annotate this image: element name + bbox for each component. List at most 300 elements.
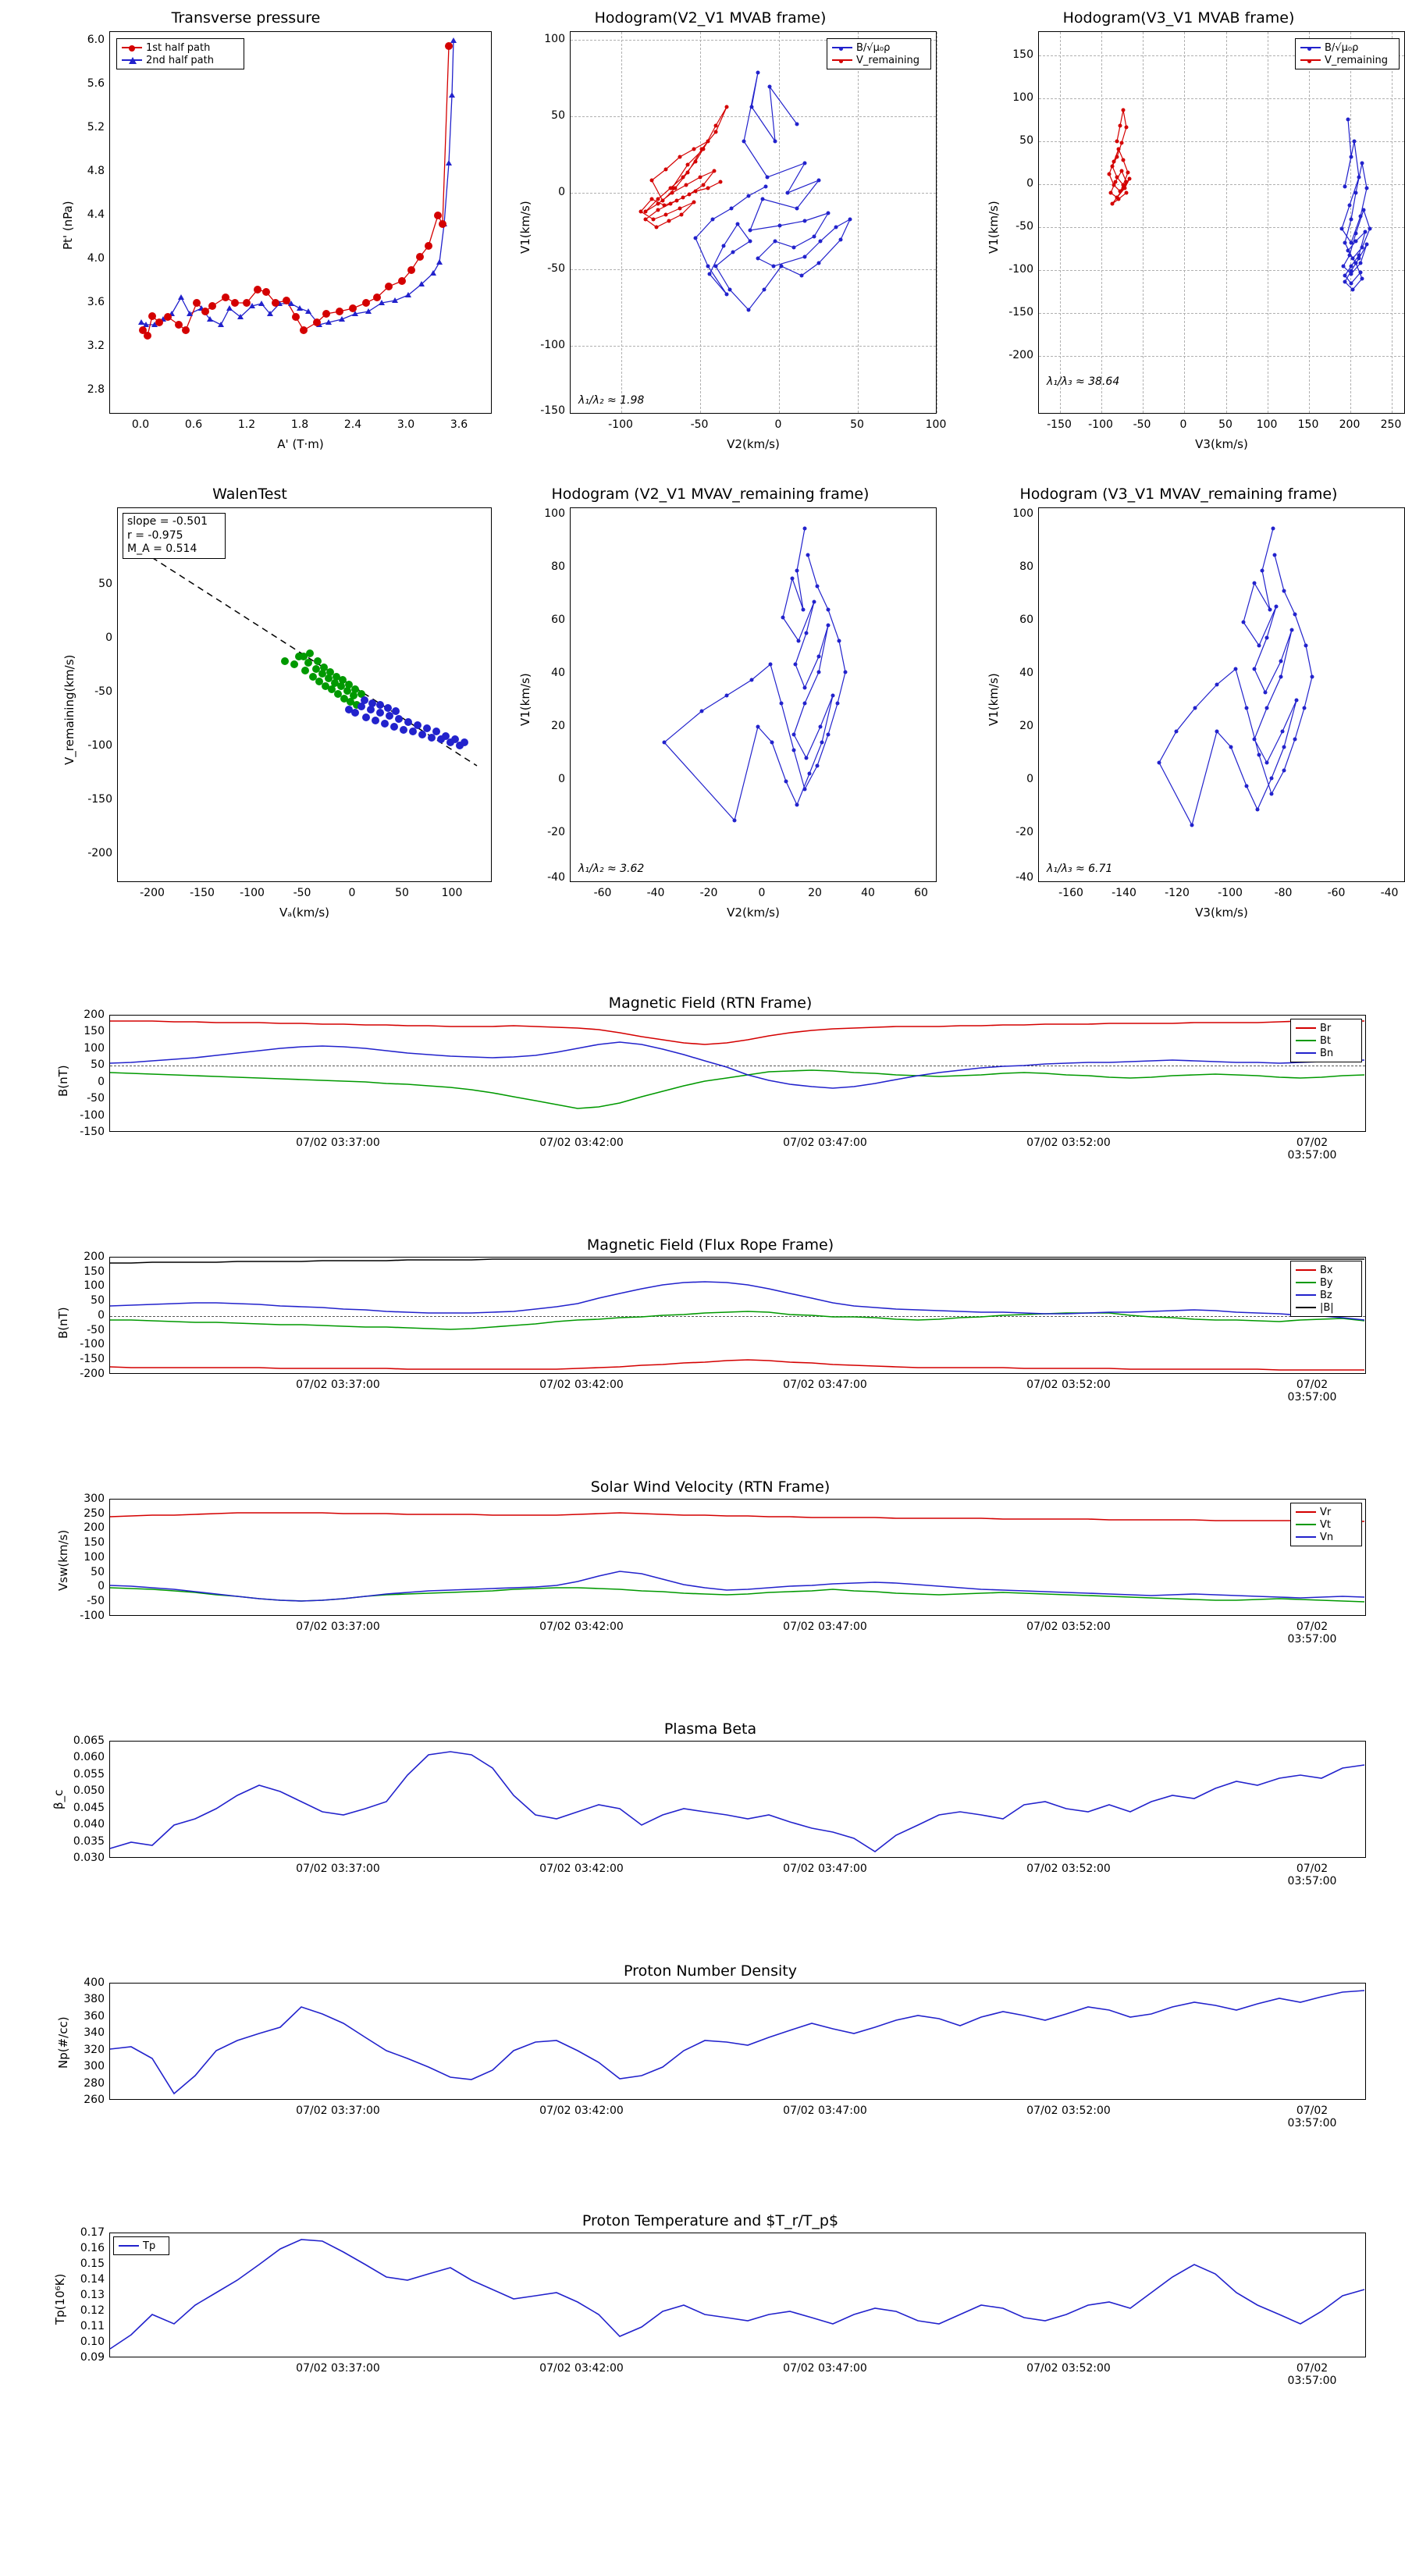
y-tick: 80	[1019, 560, 1033, 573]
y-tick: 0.040	[73, 1818, 105, 1831]
legend-swatch-tp	[119, 2245, 139, 2247]
y-tick: 60	[551, 614, 565, 626]
x-tick: 250	[1380, 418, 1402, 431]
legend-swatch-bn	[1296, 1052, 1316, 1054]
proton-temperature-series	[110, 2233, 1367, 2358]
y-tick: 0	[105, 632, 112, 644]
y-tick: 0	[558, 773, 565, 785]
x-tick: 0.0	[131, 418, 150, 431]
x-tick: -100	[1218, 887, 1243, 899]
plot-area	[109, 1741, 1366, 1858]
y-tick: 400	[84, 1976, 105, 1989]
legend-swatch-bz	[1296, 1294, 1316, 1296]
legend-swatch-bmag	[1296, 1307, 1316, 1308]
plasma-beta-series	[110, 1742, 1367, 1859]
time-tick: 07/02 03:52:00	[1026, 2105, 1111, 2117]
x-tick: -150	[1047, 418, 1072, 431]
legend-label: Bt	[1320, 1034, 1332, 1047]
y-tick: 320	[84, 2044, 105, 2056]
y-tick: 200	[84, 1009, 105, 1021]
y-tick: 0.045	[73, 1802, 105, 1814]
x-tick: 3.0	[397, 418, 415, 431]
walen-slope: slope = -0.501	[127, 515, 208, 528]
legend-label: By	[1320, 1276, 1333, 1289]
panel-hodogram-v2v1-mvav	[507, 486, 928, 920]
plot-area	[570, 507, 937, 882]
y-tick: 250	[84, 1507, 105, 1520]
hodogram-v2v1-mvav-series	[571, 508, 937, 883]
legend-swatch-vr	[1296, 1511, 1316, 1513]
x-tick: 100	[925, 418, 947, 431]
legend	[1295, 38, 1400, 69]
hodogram-v2v1-mvab-series	[571, 32, 937, 415]
x-tick: 0	[1179, 418, 1187, 431]
panel-title: Proton Number Density	[624, 1962, 797, 1980]
y-tick: -100	[540, 339, 565, 351]
legend-entry	[1296, 1289, 1357, 1301]
legend-label: 2nd half path	[146, 54, 214, 66]
y-axis-label: Tp(10⁶K)	[53, 2273, 67, 2325]
plot-area	[109, 1499, 1366, 1616]
legend-swatch-vn	[1296, 1536, 1316, 1538]
x-tick: 100	[1256, 418, 1278, 431]
y-tick: -200	[87, 847, 112, 859]
legend-entry	[1296, 1506, 1357, 1518]
time-tick: 07/02 03:57:00	[1287, 1379, 1337, 1404]
panel-plasma-beta	[47, 1720, 1374, 1888]
y-tick: -200	[80, 1368, 105, 1380]
y-tick: 5.2	[87, 121, 105, 133]
legend-swatch-bt	[1296, 1040, 1316, 1041]
y-tick: 150	[1012, 48, 1033, 61]
legend-entry	[1296, 1034, 1357, 1047]
x-tick: -40	[646, 887, 665, 899]
y-tick: -20	[547, 826, 565, 838]
plot-area	[1038, 31, 1405, 414]
magnetic-field-flux-rope-series	[110, 1258, 1367, 1375]
panel-title: Plasma Beta	[663, 1720, 757, 1738]
y-axis-label: V1(km/s)	[518, 673, 532, 726]
panel-magnetic-field-flux-rope	[47, 1236, 1374, 1404]
y-axis-label: V_remaining(km/s)	[62, 654, 76, 765]
time-tick: 07/02 03:57:00	[1287, 1137, 1337, 1162]
y-tick: -100	[80, 1109, 105, 1122]
y-tick: 150	[84, 1025, 105, 1037]
legend-label: V_remaining	[856, 54, 920, 66]
y-axis-label: Vsw(km/s)	[56, 1529, 70, 1591]
series-Br	[110, 1021, 1364, 1044]
x-tick: 20	[808, 887, 822, 899]
panel-proton-temperature	[47, 2212, 1374, 2387]
series-Bz	[110, 1282, 1364, 1320]
time-tick: 07/02 03:52:00	[1026, 1379, 1111, 1391]
x-tick: -60	[593, 887, 612, 899]
y-tick: 0.10	[80, 2336, 105, 2348]
y-tick: 80	[551, 560, 565, 573]
y-tick: 200	[84, 1521, 105, 1534]
plot-area	[109, 31, 492, 414]
y-tick: 0	[98, 1076, 105, 1088]
series-Tp	[110, 2240, 1364, 2349]
panel-title: Proton Temperature and $T_r/T_p$	[582, 2212, 839, 2229]
panel-title: Hodogram (V3_V1 MVAV_remaining frame)	[1019, 486, 1338, 503]
legend-label: 1st half path	[146, 41, 211, 54]
time-tick: 07/02 03:47:00	[783, 2362, 867, 2375]
legend-entry	[1296, 1022, 1357, 1034]
y-tick: 360	[84, 2010, 105, 2023]
eigenvalue-ratio-annotation: λ₁/λ₂ ≈ 3.62	[578, 863, 645, 875]
panel-hodogram-v3v1-mvab	[976, 9, 1402, 451]
y-tick: 4.4	[87, 208, 105, 221]
y-tick: 100	[84, 1279, 105, 1292]
panel-hodogram-v2v1-mvab	[507, 9, 947, 451]
panel-title: WalenTest	[212, 486, 287, 503]
x-tick: 40	[861, 887, 875, 899]
y-tick: -20	[1016, 826, 1033, 838]
y-tick: 40	[1019, 667, 1033, 679]
y-tick: -50	[94, 685, 112, 698]
plot-area	[109, 1015, 1366, 1132]
plot-area	[109, 1257, 1366, 1374]
x-tick: 1.2	[237, 418, 256, 431]
legend-entry	[1296, 1047, 1357, 1059]
y-tick: -50	[87, 1324, 105, 1336]
y-axis-label: Pt' (nPa)	[61, 201, 75, 250]
y-tick: 0.030	[73, 1852, 105, 1864]
y-axis-label: B(nT)	[56, 1065, 70, 1097]
legend-entry	[1300, 41, 1394, 54]
y-tick: -40	[547, 871, 565, 884]
plot-area	[1038, 507, 1405, 882]
legend	[116, 38, 244, 69]
y-tick: -150	[80, 1353, 105, 1365]
time-tick: 07/02 03:57:00	[1287, 2362, 1337, 2387]
time-tick: 07/02 03:52:00	[1026, 1621, 1111, 1633]
legend-label: Vt	[1320, 1518, 1331, 1531]
y-tick: 3.6	[87, 296, 105, 308]
y-tick: -150	[540, 404, 565, 417]
time-tick: 07/02 03:37:00	[296, 2362, 380, 2375]
y-tick: 0.14	[80, 2273, 105, 2286]
y-tick: 0	[1026, 773, 1033, 785]
walen-alfven-mach: M_A = 0.514	[127, 543, 197, 555]
series-Vr	[110, 1513, 1364, 1521]
panel-title: Solar Wind Velocity (RTN Frame)	[590, 1478, 831, 1496]
time-tick: 07/02 03:37:00	[296, 1863, 380, 1875]
time-tick: 07/02 03:57:00	[1287, 2105, 1337, 2129]
time-tick: 07/02 03:47:00	[783, 1379, 867, 1391]
legend-swatch-blue	[122, 59, 142, 61]
y-tick: 50	[98, 578, 112, 590]
y-tick: -50	[87, 1092, 105, 1105]
x-tick: 3.6	[450, 418, 468, 431]
legend-label: Vn	[1320, 1531, 1334, 1543]
panel-title: Hodogram(V3_V1 MVAB frame)	[1062, 9, 1295, 27]
x-tick: 60	[914, 887, 928, 899]
series-Np	[110, 1991, 1364, 2094]
y-tick: -100	[80, 1610, 105, 1622]
y-tick: -100	[80, 1338, 105, 1350]
y-tick: 0.050	[73, 1784, 105, 1797]
legend-swatch-bx	[1296, 1269, 1316, 1271]
y-tick: 100	[544, 507, 565, 520]
y-tick: 0.15	[80, 2258, 105, 2270]
y-tick: 280	[84, 2077, 105, 2090]
y-tick: 4.8	[87, 165, 105, 177]
y-tick: -40	[1016, 871, 1033, 884]
y-tick: 6.0	[87, 34, 105, 46]
series-Vn	[110, 1571, 1364, 1601]
time-tick: 07/02 03:42:00	[539, 1137, 624, 1149]
proton-density-series	[110, 1984, 1367, 2101]
y-tick: 20	[551, 720, 565, 732]
legend-entry	[119, 2240, 164, 2252]
walen-scatter	[118, 508, 493, 883]
x-tick: -100	[240, 887, 265, 899]
series-Bt	[110, 1070, 1364, 1108]
eigenvalue-ratio-annotation: λ₁/λ₃ ≈ 6.71	[1047, 863, 1113, 875]
legend-swatch-red	[122, 47, 142, 48]
y-tick: 20	[1019, 720, 1033, 732]
x-tick: -150	[190, 887, 215, 899]
legend-entry	[1296, 1301, 1357, 1314]
legend-entry	[1296, 1264, 1357, 1276]
legend-entry	[1296, 1518, 1357, 1531]
y-tick: 0.09	[80, 2351, 105, 2364]
legend-swatch-by	[1296, 1282, 1316, 1283]
time-tick: 07/02 03:42:00	[539, 1379, 624, 1391]
time-tick: 07/02 03:52:00	[1026, 1863, 1111, 1875]
panel-magnetic-field-rtn	[47, 994, 1374, 1162]
x-axis-label: Vₐ(km/s)	[279, 906, 329, 920]
y-tick: -150	[87, 793, 112, 806]
y-tick: 0	[98, 1580, 105, 1592]
x-tick: 50	[395, 887, 409, 899]
magnetic-field-rtn-series	[110, 1016, 1367, 1133]
x-tick: 2.4	[343, 418, 362, 431]
x-axis-label: V3(km/s)	[1195, 437, 1248, 451]
y-tick: 150	[84, 1265, 105, 1278]
y-tick: 60	[1019, 614, 1033, 626]
legend-swatch-blue	[832, 47, 852, 48]
plot-area	[570, 31, 937, 414]
y-tick: -100	[1008, 263, 1033, 276]
time-tick: 07/02 03:52:00	[1026, 1137, 1111, 1149]
legend-entry	[1296, 1276, 1357, 1289]
y-tick: 100	[1012, 507, 1033, 520]
legend-label: |B|	[1320, 1301, 1334, 1314]
x-tick: 100	[441, 887, 463, 899]
panel-title: Magnetic Field (RTN Frame)	[608, 994, 813, 1012]
y-axis-label: V1(km/s)	[987, 673, 1001, 726]
plot-area	[109, 2233, 1366, 2357]
series-By	[110, 1311, 1364, 1329]
y-tick: 50	[551, 109, 565, 122]
legend	[1290, 1019, 1362, 1062]
x-tick: -160	[1058, 887, 1083, 899]
series-Bx	[110, 1360, 1364, 1370]
legend-swatch-red	[832, 59, 852, 61]
y-tick: 2.8	[87, 383, 105, 396]
x-tick: 0	[348, 887, 356, 899]
time-tick: 07/02 03:42:00	[539, 1621, 624, 1633]
legend-entry	[1296, 1531, 1357, 1543]
y-tick: 380	[84, 1993, 105, 2005]
legend-label: Vr	[1320, 1506, 1332, 1518]
x-tick: 0	[774, 418, 782, 431]
y-tick: 0	[558, 186, 565, 198]
y-tick: 0.12	[80, 2304, 105, 2317]
y-tick: 4.0	[87, 252, 105, 265]
legend-label: Tp	[143, 2240, 156, 2252]
x-tick: -40	[1380, 887, 1399, 899]
panel-walen-test	[47, 486, 463, 920]
x-tick: 150	[1297, 418, 1319, 431]
time-tick: 07/02 03:57:00	[1287, 1621, 1337, 1646]
time-tick: 07/02 03:47:00	[783, 1621, 867, 1633]
y-tick: 100	[84, 1551, 105, 1564]
y-tick: 50	[91, 1059, 105, 1071]
legend-swatch-vt	[1296, 1524, 1316, 1525]
x-tick: -50	[293, 887, 311, 899]
panel-hodogram-v3v1-mvav	[976, 486, 1399, 920]
x-tick: -80	[1274, 887, 1293, 899]
y-tick: 0.055	[73, 1768, 105, 1781]
legend-label: B/√μ₀ρ	[856, 41, 891, 54]
y-tick: 100	[544, 33, 565, 45]
legend-label: Bz	[1320, 1289, 1332, 1301]
y-tick: 0.035	[73, 1835, 105, 1848]
x-tick: -100	[608, 418, 633, 431]
x-axis-label: V2(km/s)	[727, 906, 780, 920]
x-tick: -60	[1327, 887, 1346, 899]
y-axis-label: Np(#/cc)	[56, 2016, 70, 2069]
walen-correlation: r = -0.975	[127, 528, 183, 542]
time-tick: 07/02 03:42:00	[539, 2362, 624, 2375]
eigenvalue-ratio-annotation: λ₁/λ₂ ≈ 1.98	[578, 394, 645, 407]
y-tick: 340	[84, 2026, 105, 2039]
x-tick: 1.8	[290, 418, 309, 431]
x-axis-label: V2(km/s)	[727, 437, 780, 451]
panel-title: Magnetic Field (Flux Rope Frame)	[586, 1236, 834, 1254]
time-tick: 07/02 03:37:00	[296, 2105, 380, 2117]
y-tick: 0.13	[80, 2289, 105, 2301]
legend-label: V_remaining	[1325, 54, 1389, 66]
legend-swatch-red	[1300, 59, 1321, 61]
y-tick: 100	[84, 1042, 105, 1055]
x-tick: -20	[699, 887, 718, 899]
legend-entry	[122, 41, 239, 54]
plot-area	[117, 507, 492, 882]
series-Bn	[110, 1042, 1364, 1088]
time-tick: 07/02 03:57:00	[1287, 1863, 1337, 1888]
time-tick: 07/02 03:52:00	[1026, 2362, 1111, 2375]
hodogram-v3v1-mvab-series	[1039, 32, 1405, 415]
y-tick: 300	[84, 1493, 105, 1505]
y-tick: 200	[84, 1251, 105, 1263]
legend-entry	[1300, 54, 1394, 66]
legend-label: Br	[1320, 1022, 1332, 1034]
panel-transverse-pressure	[47, 9, 468, 451]
x-tick: -50	[690, 418, 709, 431]
y-tick: -50	[87, 1595, 105, 1607]
y-tick: 50	[91, 1294, 105, 1307]
x-tick: 50	[850, 418, 864, 431]
legend-swatch-blue	[1300, 47, 1321, 48]
x-axis-label: V3(km/s)	[1195, 906, 1248, 920]
legend-entry	[832, 54, 926, 66]
y-axis-label: B(nT)	[56, 1307, 70, 1339]
y-tick: 0.11	[80, 2320, 105, 2332]
y-tick: 100	[1012, 91, 1033, 104]
y-tick: -150	[1008, 306, 1033, 318]
x-axis-label: A' (T·m)	[277, 437, 324, 451]
panel-proton-number-density	[47, 1962, 1374, 2129]
legend	[827, 38, 931, 69]
y-tick: -50	[547, 262, 565, 275]
x-tick: 200	[1339, 418, 1361, 431]
time-tick: 07/02 03:47:00	[783, 1137, 867, 1149]
series-Bmag	[110, 1259, 1364, 1263]
y-tick: -100	[87, 739, 112, 752]
eigenvalue-ratio-annotation: λ₁/λ₃ ≈ 38.64	[1047, 375, 1120, 388]
x-tick: -50	[1133, 418, 1151, 431]
y-tick: 0.16	[80, 2242, 105, 2254]
time-tick: 07/02 03:37:00	[296, 1621, 380, 1633]
x-tick: 0	[758, 887, 766, 899]
y-axis-label: V1(km/s)	[518, 201, 532, 254]
series-beta	[110, 1752, 1364, 1852]
panel-title: Hodogram(V2_V1 MVAB frame)	[594, 9, 827, 27]
legend-label: B/√μ₀ρ	[1325, 41, 1359, 54]
time-tick: 07/02 03:42:00	[539, 2105, 624, 2117]
legend-entry	[832, 41, 926, 54]
x-tick: 0.6	[184, 418, 203, 431]
x-tick: -100	[1088, 418, 1113, 431]
legend	[113, 2236, 169, 2255]
y-tick: 40	[551, 667, 565, 679]
panel-title: Hodogram (V2_V1 MVAV_remaining frame)	[551, 486, 870, 503]
y-tick: 0.17	[80, 2226, 105, 2239]
panel-title: Transverse pressure	[171, 9, 321, 27]
walen-stats-box	[123, 513, 226, 559]
y-tick: -50	[1016, 220, 1033, 233]
hodogram-v3v1-mvav-series	[1039, 508, 1405, 883]
legend	[1290, 1503, 1362, 1546]
y-tick: 50	[91, 1566, 105, 1578]
legend-entry	[122, 54, 239, 66]
transverse-pressure-series	[110, 32, 493, 415]
time-tick: 07/02 03:47:00	[783, 2105, 867, 2117]
x-tick: -140	[1112, 887, 1136, 899]
plot-area	[109, 1983, 1366, 2100]
y-tick: 300	[84, 2060, 105, 2073]
x-tick: 50	[1218, 418, 1232, 431]
time-tick: 07/02 03:37:00	[296, 1137, 380, 1149]
y-axis-label: V1(km/s)	[987, 201, 1001, 254]
y-tick: 260	[84, 2094, 105, 2106]
y-tick: 150	[84, 1536, 105, 1549]
time-tick: 07/02 03:37:00	[296, 1379, 380, 1391]
time-tick: 07/02 03:47:00	[783, 1863, 867, 1875]
y-tick: 0	[98, 1309, 105, 1322]
legend-label: Bn	[1320, 1047, 1334, 1059]
x-tick: -120	[1165, 887, 1190, 899]
legend-label: Bx	[1320, 1264, 1333, 1276]
y-tick: -150	[80, 1126, 105, 1138]
y-tick: 50	[1019, 134, 1033, 147]
y-tick: 0	[1026, 177, 1033, 190]
